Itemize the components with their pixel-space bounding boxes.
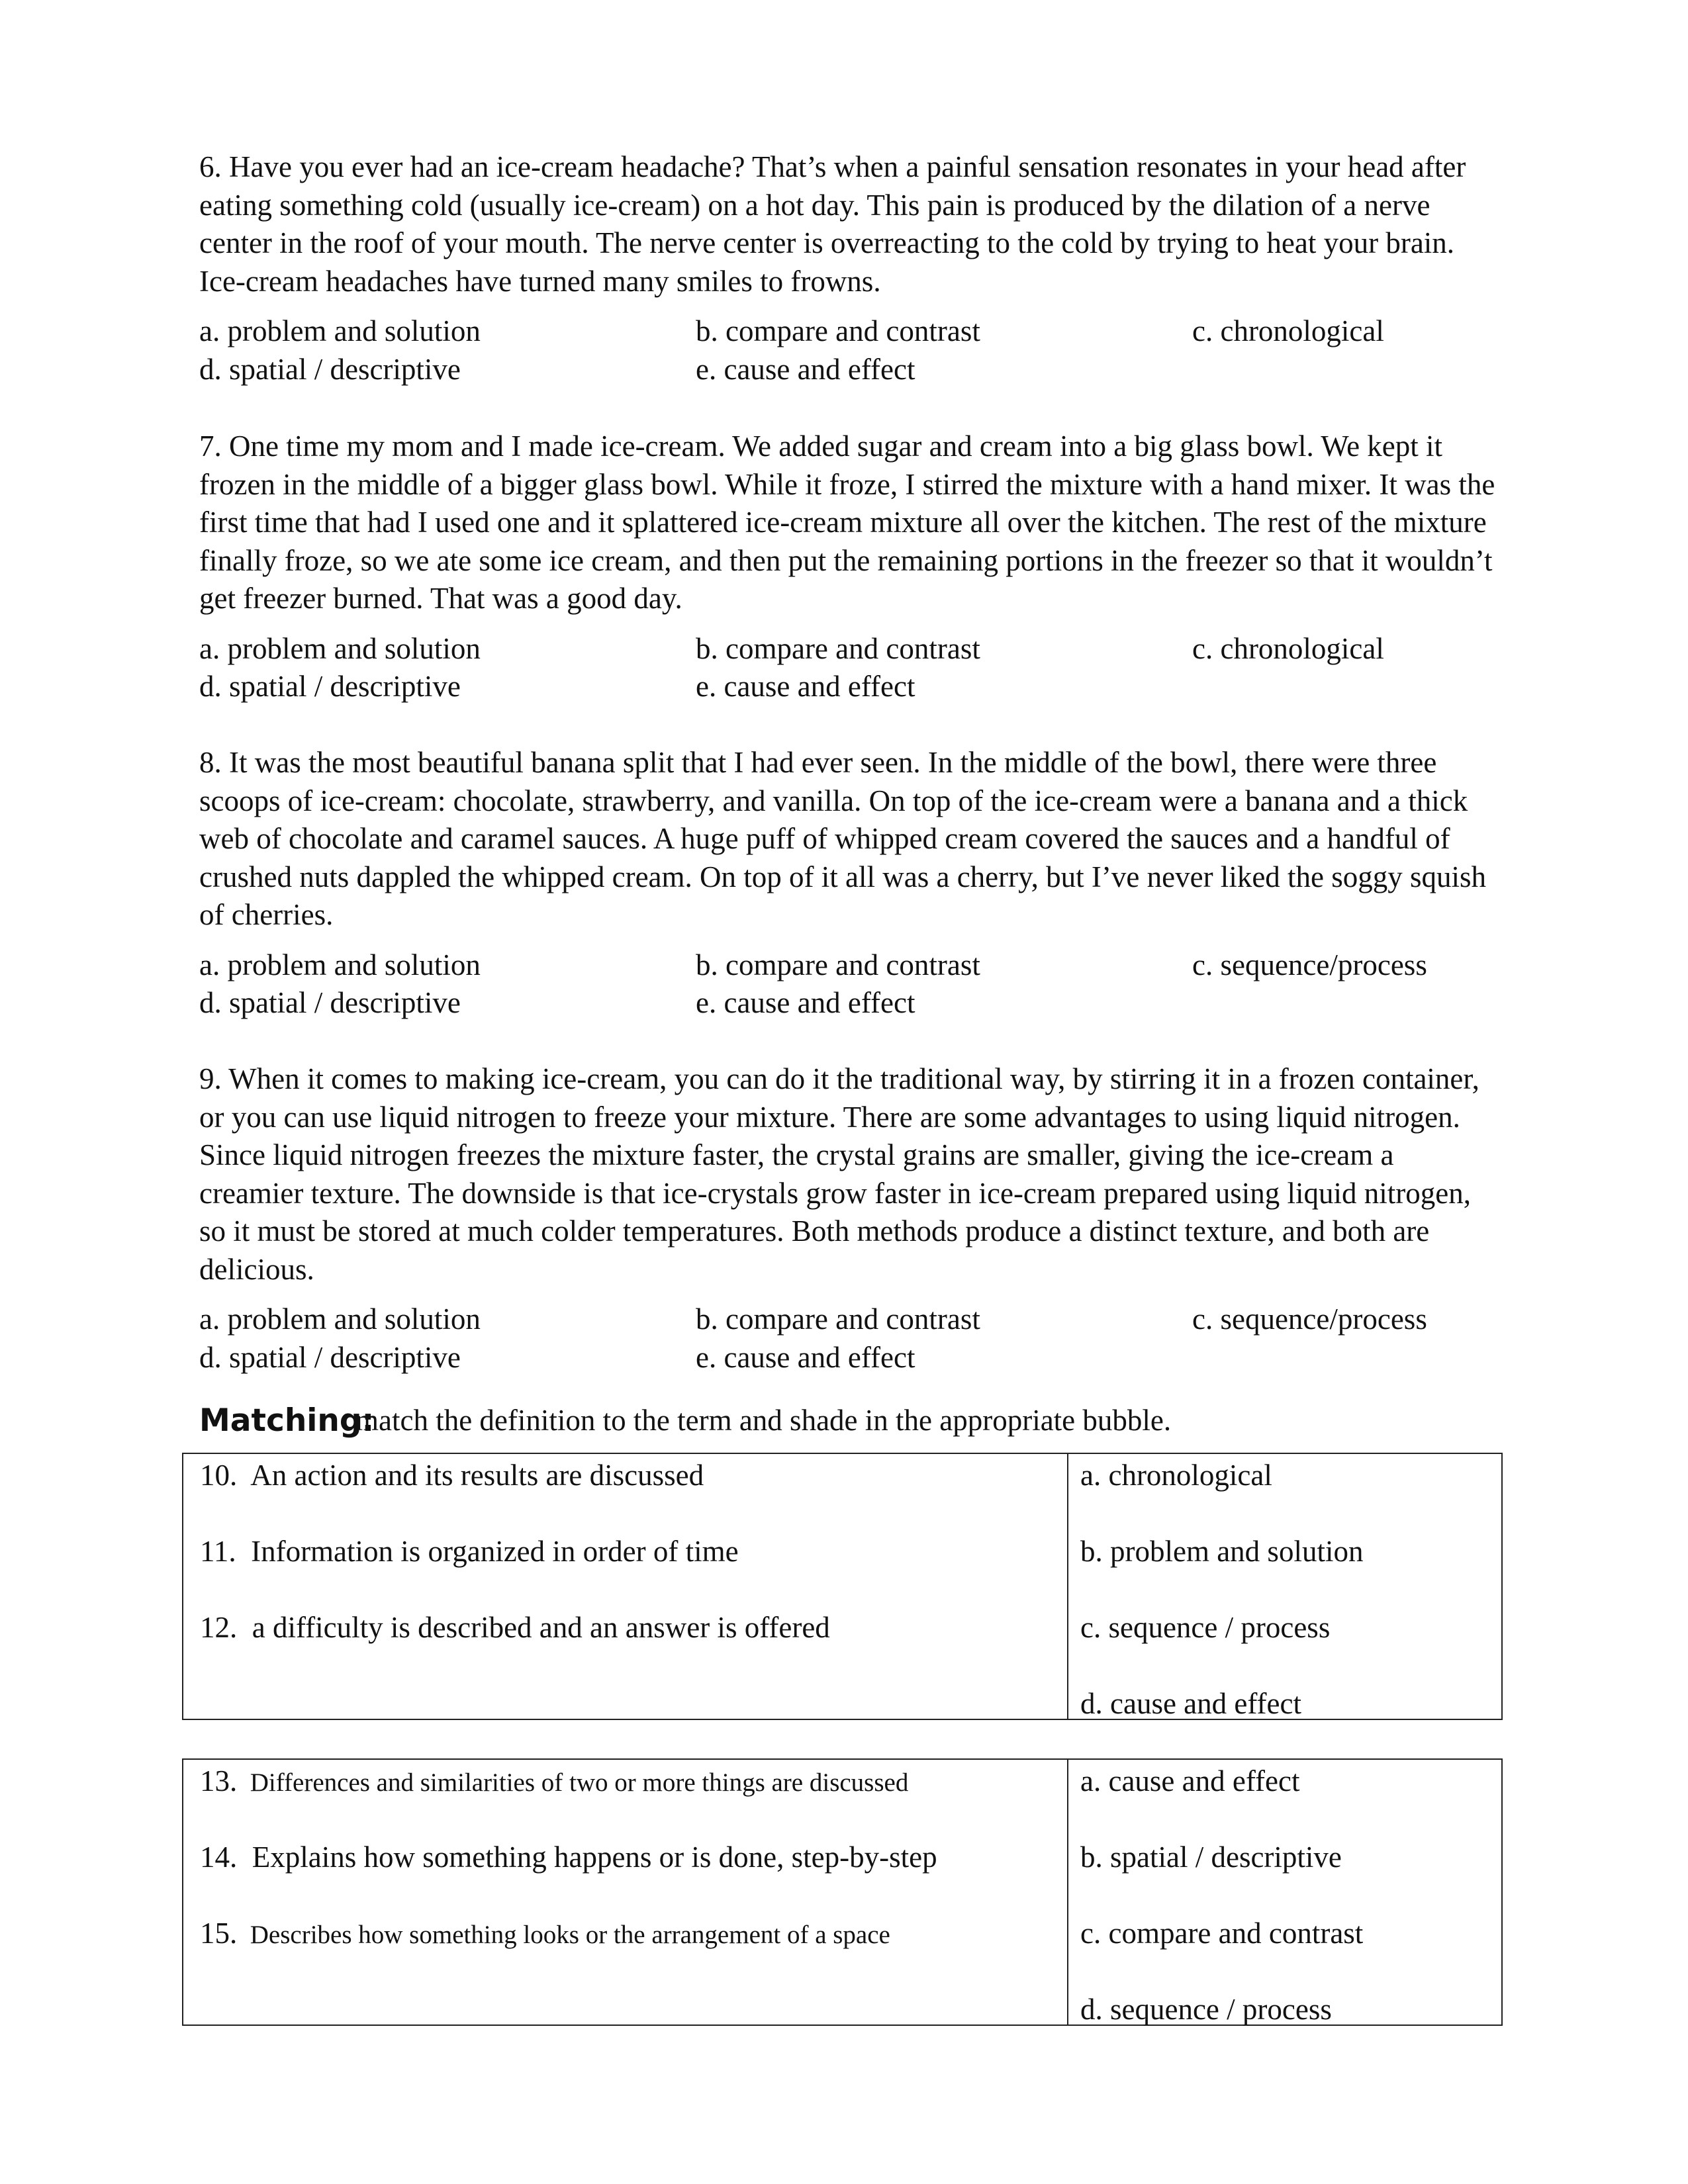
item-number: 10. bbox=[200, 1459, 238, 1492]
item-number: 15. bbox=[200, 1917, 238, 1950]
matching-item-14 bbox=[200, 1839, 937, 1876]
choice-e[interactable]: e. cause and effect bbox=[696, 1340, 915, 1374]
question-text: 6. Have you ever had an ice-cream headache? That’s when a painful sensation resonates in your head after eating something cold (usually ice-cream) on a hot day. This pain is produced by the dilation of a nerve center in the roof of your mouth. The nerve center is overreacting to the cold by trying to heat your brain. Ice-cream headaches have turned many smiles to frowns. bbox=[199, 150, 1466, 298]
item-number: 14. bbox=[200, 1841, 238, 1874]
item-text: Differences and similarities of two or more things are discussed bbox=[250, 1768, 909, 1797]
option-c[interactable]: c. compare and contrast bbox=[1080, 1917, 1364, 1950]
matching-item-10 bbox=[200, 1457, 704, 1494]
choice-c[interactable]: c. sequence/process bbox=[1192, 1302, 1427, 1336]
item-text: An action and its results are discussed bbox=[250, 1459, 704, 1492]
item-text: Explains how something happens or is done, step-by-step bbox=[252, 1841, 937, 1874]
matching-item-15 bbox=[200, 1915, 890, 1954]
choice-c[interactable]: c. chronological bbox=[1192, 314, 1384, 347]
choice-e[interactable]: e. cause and effect bbox=[696, 986, 915, 1019]
question-7 bbox=[199, 428, 1497, 706]
question-text: 9. When it comes to making ice-cream, you can do it the traditional way, by stirring it in a frozen container, or you can use liquid nitrogen to freeze your mixture. There are some advantages to using liquid nitrogen. Since liquid nitrogen freezes the mixture faster, the crystal grains are smaller, giving the ice-cream a creamier texture. The downside is that ice-crystals grow faster in ice-cream prepared using liquid nitrogen, so it must be stored at much colder temperatures. Both methods produce a distinct texture, and both are delicious. bbox=[199, 1062, 1479, 1286]
question-8 bbox=[199, 744, 1497, 1023]
option-b[interactable]: b. spatial / descriptive bbox=[1080, 1841, 1342, 1874]
option-d[interactable]: d. sequence / process bbox=[1080, 1993, 1332, 2026]
choice-a[interactable]: a. problem and solution bbox=[199, 948, 481, 981]
choice-c[interactable]: c. chronological bbox=[1192, 631, 1384, 665]
option-b[interactable]: b. problem and solution bbox=[1080, 1535, 1364, 1568]
choice-b[interactable]: b. compare and contrast bbox=[696, 314, 980, 347]
matching-label: Matching: bbox=[199, 1402, 375, 1439]
option-a[interactable]: a. cause and effect bbox=[1080, 1764, 1300, 1797]
question-6 bbox=[199, 148, 1497, 388]
answer-choices bbox=[199, 630, 1497, 706]
option-c[interactable]: c. sequence / process bbox=[1080, 1611, 1331, 1644]
item-number: 12. bbox=[200, 1611, 238, 1644]
option-d[interactable]: d. cause and effect bbox=[1080, 1687, 1301, 1720]
matching-heading bbox=[199, 1402, 1172, 1440]
matching-instruction: match the definition to the term and shade in the appropriate bubble. bbox=[355, 1404, 1172, 1437]
option-a[interactable]: a. chronological bbox=[1080, 1459, 1272, 1492]
choice-e[interactable]: e. cause and effect bbox=[696, 352, 915, 386]
choice-d[interactable]: d. spatial / descriptive bbox=[199, 986, 461, 1019]
question-text: 7. One time my mom and I made ice-cream. We added sugar and cream into a big glass bowl. We kept it frozen in the middle of a bigger glass bowl. While it froze, I stirred the mixture with a hand mixer. It was the first time that had I used one and it splattered ice-cream mixture all over the kitchen. The rest of the mixture finally froze, so we ate some ice cream, and then put the remaining portions in the freezer so that it wouldn’t get freezer burned. That was a good day. bbox=[199, 430, 1495, 615]
answer-choices bbox=[199, 946, 1497, 1023]
question-9 bbox=[199, 1060, 1497, 1377]
matching-item-13 bbox=[200, 1762, 908, 1801]
matching-item-11 bbox=[200, 1533, 739, 1570]
choice-a[interactable]: a. problem and solution bbox=[199, 1302, 481, 1336]
matching-item-12 bbox=[200, 1609, 830, 1647]
choice-a[interactable]: a. problem and solution bbox=[199, 631, 481, 665]
choice-e[interactable]: e. cause and effect bbox=[696, 670, 915, 703]
answer-choices bbox=[199, 1300, 1497, 1377]
choice-b[interactable]: b. compare and contrast bbox=[696, 631, 980, 665]
choice-d[interactable]: d. spatial / descriptive bbox=[199, 670, 461, 703]
choice-a[interactable]: a. problem and solution bbox=[199, 314, 481, 347]
item-text: Information is organized in order of time bbox=[251, 1535, 739, 1568]
choice-b[interactable]: b. compare and contrast bbox=[696, 948, 980, 981]
choice-d[interactable]: d. spatial / descriptive bbox=[199, 1340, 461, 1374]
choice-b[interactable]: b. compare and contrast bbox=[696, 1302, 980, 1336]
choice-d[interactable]: d. spatial / descriptive bbox=[199, 352, 461, 386]
item-number: 13. bbox=[200, 1764, 238, 1797]
matching-table-1 bbox=[182, 1453, 1503, 1720]
item-number: 11. bbox=[200, 1535, 236, 1568]
item-text: a difficulty is described and an answer is offered bbox=[252, 1611, 830, 1644]
item-text: Describes how something looks or the arrangement of a space bbox=[250, 1921, 890, 1949]
matching-table-2 bbox=[182, 1758, 1503, 2026]
question-text: 8. It was the most beautiful banana split that I had ever seen. In the middle of the bowl, there were three scoops of ice-cream: chocolate, strawberry, and vanilla. On top of the ice-cream were a banana and a thick web of chocolate and caramel sauces. A huge puff of whipped cream covered the sauces and a handful of crushed nuts dappled the whipped cream. On top of it all was a cherry, but I’ve never liked the soggy squish of cherries. bbox=[199, 746, 1487, 931]
choice-c[interactable]: c. sequence/process bbox=[1192, 948, 1427, 981]
answer-choices bbox=[199, 312, 1497, 388]
